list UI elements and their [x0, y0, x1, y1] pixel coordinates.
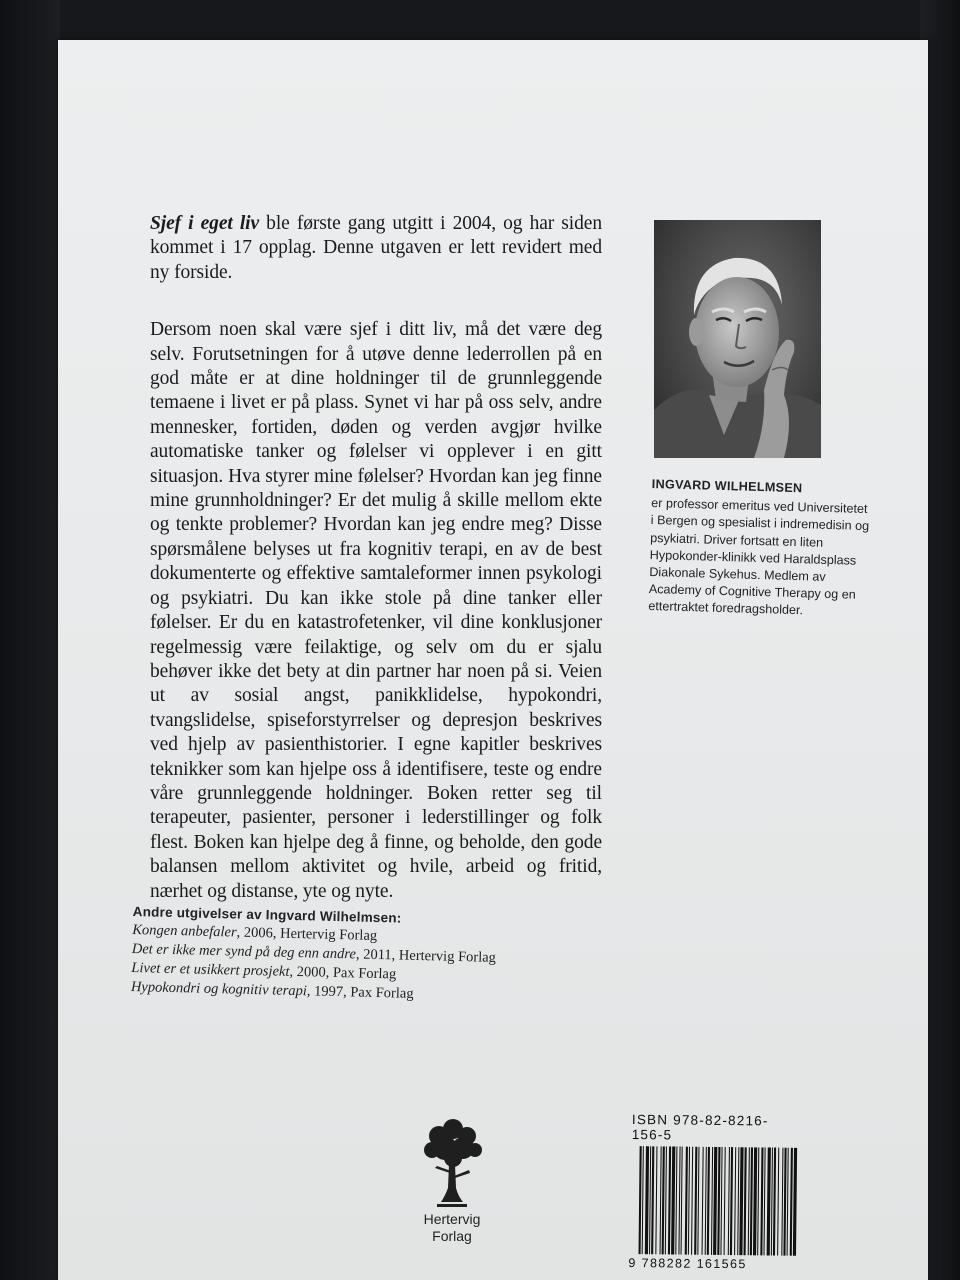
barcode-icon	[628, 1146, 799, 1258]
other-work-item: Det er ikke mer synd på deg enn andre, 2011, Hertervig Forlag	[131, 940, 497, 966]
barcode-digits: 9 788282 161565	[628, 1255, 747, 1272]
other-works	[131, 902, 513, 1006]
tree-logo-icon	[417, 1118, 487, 1210]
intro-paragraph	[150, 212, 602, 285]
book-title: Sjef i eget liv	[150, 213, 260, 234]
other-work-item: Hypokondri og kognitiv terapi, 1997, Pax Forlag	[130, 978, 414, 1002]
author-bio-block	[648, 476, 872, 622]
publisher-block	[412, 1118, 492, 1244]
other-work-item: Kongen anbefaler, 2006, Hertervig Forlag	[132, 921, 378, 944]
blurb	[150, 212, 602, 904]
author-name: INGVARD WILHELMSEN	[651, 476, 803, 496]
author-portrait	[654, 220, 821, 458]
intro-text: ble første gang utgitt i 2004, og har siden kommet i 17 opplag. Denne utgaven er lett revidert med ny forside.	[150, 213, 602, 283]
other-works-heading: Andre utgivelser av Ingvard Wilhelmsen:	[132, 903, 402, 926]
publisher-name-line1: Hertervig	[423, 1211, 481, 1227]
other-work-item: Livet er et usikkert prosjekt, 2000, Pax Forlag	[131, 959, 397, 983]
isbn-label: ISBN 978-82-8216-156-5	[631, 1112, 769, 1143]
isbn-barcode-block	[628, 1112, 800, 1272]
table-background-left	[0, 0, 60, 1280]
description-paragraph: Dersom noen skal være sjef i ditt liv, må det være deg selv. Forutsetningen for å utøve denne lederrollen på en god måte er at dine holdninger til de grunnleggende temaene i livet er på plass. Synet vi har på oss selv, andre mennesker, fortiden, døden og verden avgjør hvilke automatiske tanker og følelser vi opplever i en gitt situasjon. Hva styrer mine følelser? Hvordan kan jeg finne mine grunnholdninger? Er det mulig å skille mellom ekte og tenkte problemer? Hvordan kan jeg endre meg? Disse spørsmålene belyses ut fra kognitiv terapi, en av de best dokumenterte og effektive samtaleformer innen psykologi og psykiatri. Du kan ikke stole på dine tanker eller følelser. Er du en katastrofetenker, vil dine konklusjoner regelmessig være feilaktige, og selv om du er sjalu behøver ikke det bety at din partner har noen på si. Veien ut av sosial angst, panikklidelse, hypokondri, tvangslidelse, spiseforstyrrelser og depresjon beskrives ved hjelp av pasienthistorier. I egne kapitler beskrives teknikker som kan hjelpe oss å identifisere, teste og endre våre grunnleggende holdninger. Boken retter seg til terapeuter, pasienter, personer i lederstillinger og folk flest. Boken kan hjelpe deg å finne, og beholde, den gode balansen mellom aktivitet og hvile, arbeid og fritid, nærhet og distanse, yte og nyte.	[150, 319, 602, 902]
author-bio: er professor emeritus ved Universitetet i Bergen og spesialist i indremedisin og psykiatri. Driver fortsatt en liten Hypokonder-klinikk ved Haraldsplass Diakonale Sykehus. Medlem av Academy of Cognitive Therapy og en ettertraktet foredragsholder.	[648, 496, 870, 618]
publisher-name-line2: Forlag	[432, 1228, 472, 1244]
